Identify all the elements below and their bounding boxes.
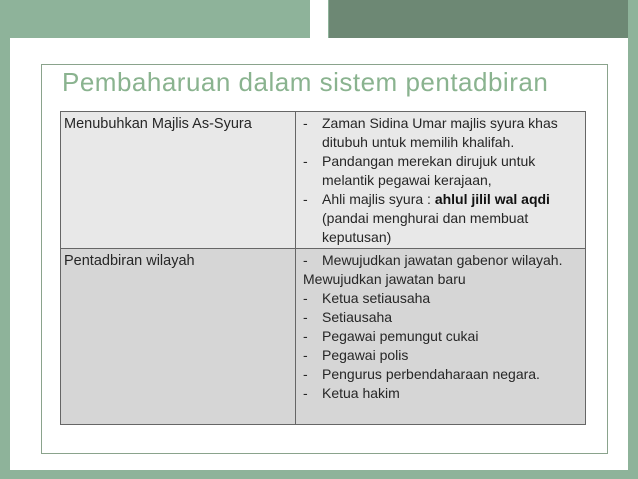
list-item xyxy=(303,289,577,308)
list-item-text: Pengurus perbendaharaan negara. xyxy=(322,366,540,382)
list-item xyxy=(303,384,577,403)
list-subheading: Mewujudkan jawatan baru xyxy=(303,271,466,287)
bullet-dash: - xyxy=(303,309,308,325)
slide xyxy=(10,38,628,470)
list-item-text: Mewujudkan jawatan gabenor wilayah. xyxy=(322,252,563,268)
bold-term: ahlul jilil wal aqdi xyxy=(434,191,550,207)
content-table xyxy=(60,111,586,425)
bullet-dash: - xyxy=(303,153,308,169)
list-item-text: Pegawai polis xyxy=(322,347,409,363)
bullet-dash: - xyxy=(303,385,308,401)
list-item-text: Zaman Sidina Umar majlis syura khas ditubuh untuk memilih khalifah. xyxy=(322,115,558,150)
list-item xyxy=(303,251,577,270)
bullet-dash: - xyxy=(303,290,308,306)
slide-title: Pembaharuan dalam sistem pentadbiran xyxy=(62,67,549,97)
list-item-prefix: Ahli majlis syura : xyxy=(322,191,435,207)
bullet-dash: - xyxy=(303,347,308,363)
table-row xyxy=(61,112,586,249)
row-content xyxy=(296,112,586,249)
list-item-text: Setiausaha xyxy=(322,309,393,325)
row-heading: Pentadbiran wilayah xyxy=(61,249,296,425)
list-item xyxy=(303,152,577,190)
list-item xyxy=(303,346,577,365)
bullet-dash: - xyxy=(303,191,308,207)
table-row xyxy=(61,249,586,425)
row-content xyxy=(296,249,586,425)
header-accent-square xyxy=(310,0,328,38)
bullet-dash: - xyxy=(303,366,308,382)
bullet-dash: - xyxy=(303,252,308,268)
row-heading: Menubuhkan Majlis As-Syura xyxy=(61,112,296,249)
bullet-dash: - xyxy=(303,115,308,131)
list-item xyxy=(303,365,577,384)
list-item xyxy=(303,190,577,247)
list-item xyxy=(303,114,577,152)
bullet-dash: - xyxy=(303,328,308,344)
list-item xyxy=(303,327,577,346)
list-item-text xyxy=(322,190,577,247)
list-item-text: Pandangan merekan dirujuk untuk melantik pegawai kerajaan, xyxy=(322,153,536,188)
list-item-text: Pegawai pemungut cukai xyxy=(322,328,479,344)
list-item-suffix: (pandai menghurai dan membuat keputusan) xyxy=(322,210,529,245)
list-item-text: Ketua setiausaha xyxy=(322,290,431,306)
list-item-text: Ketua hakim xyxy=(322,385,400,401)
list-item xyxy=(303,308,577,327)
header-accent-bar xyxy=(329,0,628,38)
